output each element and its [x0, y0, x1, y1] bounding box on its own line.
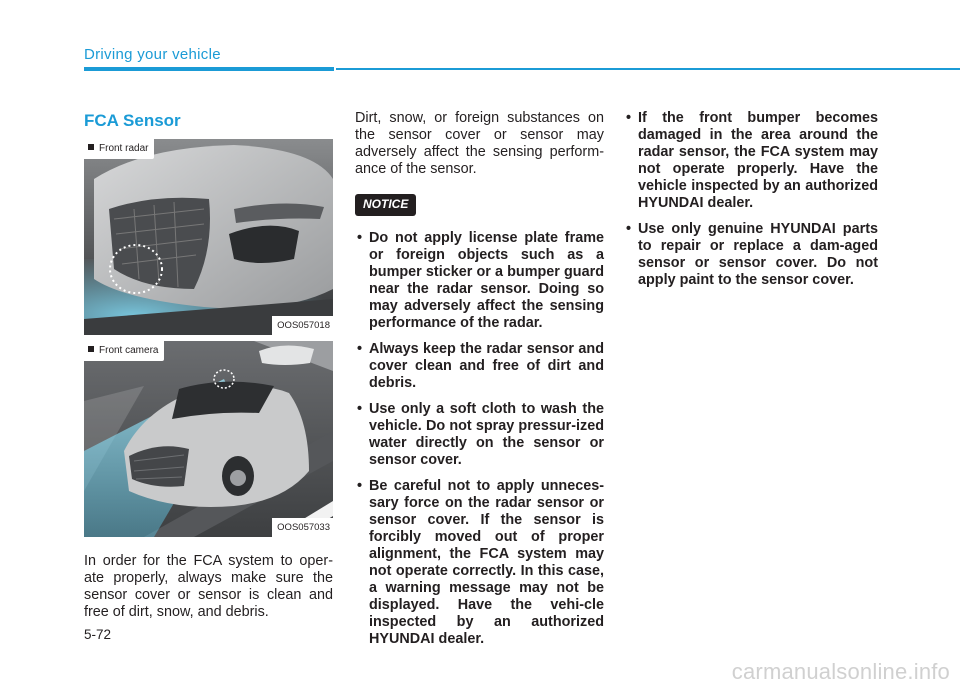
front-radar-illustration — [84, 139, 333, 335]
square-bullet-icon — [88, 346, 94, 352]
figure-label — [84, 341, 164, 361]
figure-code: OOS057018 — [272, 316, 333, 335]
notice-item: • Be careful not to apply unneces-sary force on the radar sensor or sensor cover. If the sensor is forcibly moved out of proper alignment, the FCA system may not operate correctly. In this case, a warning message may not be displayed. Have the vehi-cle inspected by an authorized HYUNDAI dealer. — [355, 478, 604, 648]
notice-item: • Always keep the radar sensor and cover clean and free of dirt and debris. — [355, 341, 604, 392]
column-3 — [624, 110, 878, 298]
column-1 — [84, 110, 333, 621]
page-number: 5-72 — [84, 627, 112, 642]
front-camera-illustration — [84, 341, 333, 537]
front-camera-figure — [84, 341, 333, 537]
notice-item: • Use only a soft cloth to wash the vehicle. Do not spray pressur-ized water directly on the sensor or sensor cover. — [355, 401, 604, 469]
notice-badge: NOTICE — [355, 194, 416, 216]
watermark: carmanualsonline.info — [731, 659, 950, 684]
section-heading: FCA Sensor — [84, 111, 181, 130]
notice-list-continued — [624, 110, 878, 289]
figure-label-text: Front camera — [99, 345, 159, 356]
notice-list — [355, 230, 604, 648]
fca-intro-paragraph: In order for the FCA system to oper-ate properly, always make sure the sensor cover or sensor is clean and free of dirt, snow, and debris. — [84, 553, 333, 620]
header-rule-thin — [336, 68, 960, 70]
section-title: Driving your vehicle — [84, 46, 221, 63]
figure-label-text: Front radar — [99, 143, 149, 154]
figure-label — [84, 139, 154, 159]
square-bullet-icon — [88, 144, 94, 150]
header-rule-thick — [84, 67, 334, 71]
notice-item: • Do not apply license plate frame or foreign objects such as a bumper sticker or a bumper guard near the radar sensor. Doing so may adversely affect the sensing performance of the radar. — [355, 230, 604, 332]
figure-code: OOS057033 — [272, 518, 333, 537]
notice-item: • Use only genuine HYUNDAI parts to repair or replace a dam-aged sensor or sensor cover. Do not apply paint to the sensor cover. — [624, 221, 878, 289]
notice-item: • If the front bumper becomes damaged in the area around the radar sensor, the FCA system may not operate properly. Have the vehicle inspected by an authorized HYUNDAI dealer. — [624, 110, 878, 212]
sensor-dirt-paragraph: Dirt, snow, or foreign substances on the sensor cover or sensor may adversely affect the sensing perform-ance of the sensor. — [355, 110, 604, 177]
front-radar-figure — [84, 139, 333, 335]
column-2 — [355, 110, 604, 657]
